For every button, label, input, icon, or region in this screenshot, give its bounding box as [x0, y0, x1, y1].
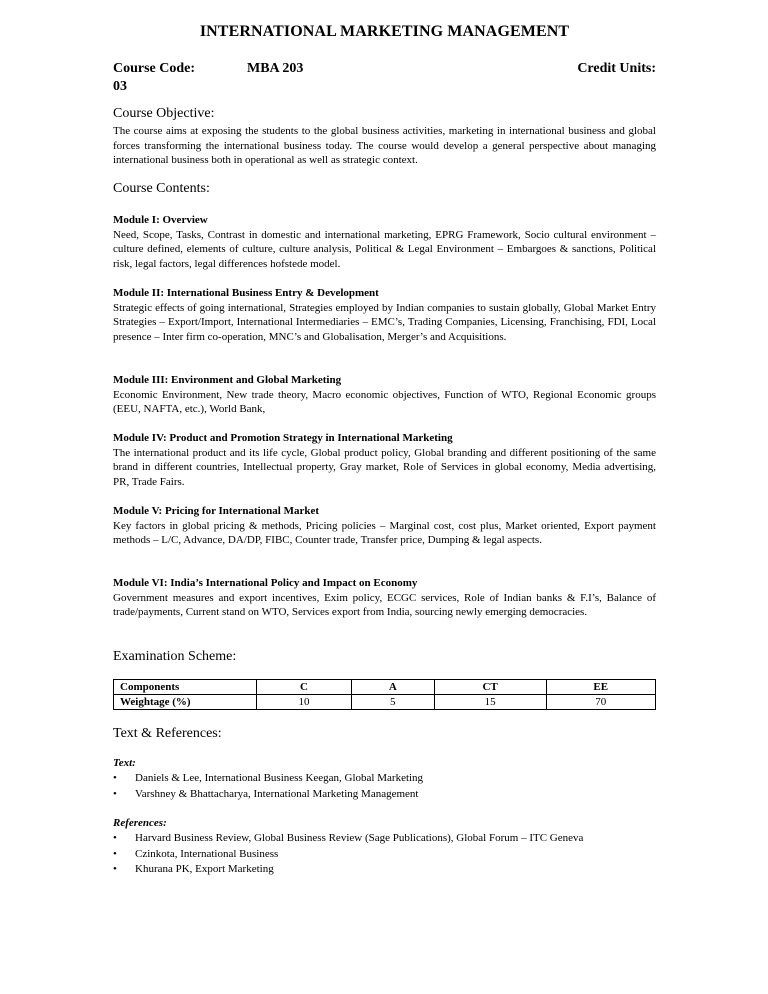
- module-title: Module III: Environment and Global Marketing: [113, 374, 342, 386]
- references-heading: Text & References:: [113, 726, 222, 741]
- bullet-icon: •: [113, 832, 117, 844]
- bullet-icon: •: [113, 772, 117, 784]
- module-title: Module VI: India’s International Policy and Impact on Economy: [113, 577, 418, 589]
- objective-heading: Course Objective:: [113, 106, 215, 121]
- table-header-cell: Components: [114, 680, 257, 695]
- module-title: Module I: Overview: [113, 214, 208, 226]
- credit-units-label: Credit Units:: [577, 61, 656, 76]
- table-cell: 10: [257, 695, 352, 710]
- module-text: Economic Environment, New trade theory, Macro economic objectives, Function of WTO, Regional Economic groups (EEU, NAFTA, etc.), World Bank,: [113, 388, 656, 416]
- bullet-icon: •: [113, 787, 117, 800]
- contents-heading: Course Contents:: [113, 181, 210, 196]
- table-row: [114, 680, 656, 695]
- bullet-icon: •: [113, 863, 117, 875]
- table-row-label: Weightage (%): [114, 695, 257, 710]
- objective-text: The course aims at exposing the students to the global business activities, marketing in international business and global forces transforming the international business today. The course would develop a general perspective about managing international business both in operational as well as strategic context.: [113, 125, 656, 167]
- list-item-text: Daniels & Lee, International Business Keegan, Global Marketing: [135, 772, 424, 784]
- bullet-icon: •: [113, 847, 117, 860]
- module-2: [113, 286, 656, 344]
- course-code-label: Course Code:: [113, 61, 196, 76]
- list-item: [113, 787, 423, 803]
- list-item: [113, 771, 423, 787]
- module-5: [113, 504, 656, 548]
- list-item-text: Khurana PK, Export Marketing: [135, 863, 274, 875]
- list-item: [113, 862, 583, 878]
- module-title: Module V: Pricing for International Market: [113, 505, 320, 517]
- table-header-cell: A: [351, 680, 434, 695]
- table-header-cell: EE: [546, 680, 656, 695]
- list-item: [113, 847, 583, 863]
- list-item-text: Varshney & Bhattacharya, International Marketing Management: [135, 787, 419, 800]
- list-item-text: Harvard Business Review, Global Business Review (Sage Publications), Global Forum – ITC Geneva: [135, 832, 584, 844]
- module-text: The international product and its life cycle, Global product policy, Global branding and different positioning of the same brand in different countries, Intellectual property, Gray market, Role of Services in global economy, Media advertising, PR, Trade Fairs.: [113, 446, 656, 488]
- exam-table: [113, 679, 656, 710]
- exam-heading: Examination Scheme:: [113, 649, 237, 664]
- module-text: Key factors in global pricing & methods, Pricing policies – Marginal cost, cost plus, Market oriented, Export payment methods – L/C, Advance, DA/DP, FIBC, Counter trade, Transfer price, Dumping & legal aspects.: [113, 519, 656, 547]
- module-6: [113, 576, 656, 620]
- table-header-cell: CT: [434, 680, 546, 695]
- module-4: [113, 431, 656, 489]
- module-text: Government measures and export incentives, Exim policy, ECGC services, Role of Indian banks & F.I’s, Balance of trade/payments, Current stand on WTO, Services export from India, sourcing newly emerging democracies.: [113, 591, 656, 619]
- list-item: [113, 831, 583, 847]
- module-3: [113, 373, 656, 417]
- module-title: Module IV: Product and Promotion Strategy in International Marketing: [113, 432, 453, 444]
- list-item-text: Czinkota, International Business: [135, 847, 279, 860]
- module-text: Need, Scope, Tasks, Contrast in domestic and international marketing, EPRG Framework, Socio cultural environment – culture defined, elements of culture, culture analysis, Political & Legal Environment – Embargoes & sanctions, Political risk, legal factors, legal differences hofstede model.: [113, 228, 656, 270]
- text-list: [113, 771, 423, 802]
- table-cell: 5: [351, 695, 434, 710]
- credit-units-value: 03: [113, 79, 127, 94]
- module-text: Strategic effects of going international, Strategies employed by Indian companies to sustain globally, Global Market Entry Strategies – Export/Import, International Intermediaries – EMC’s, Trading Companies, Licensing, Franchising, FDI, Local presence – Inter firm co-operation, MNC’s and Globalisation, Merger’s and Acquisitions.: [113, 301, 656, 343]
- table-cell: 70: [546, 695, 656, 710]
- references-list: [113, 831, 583, 878]
- table-cell: 15: [434, 695, 546, 710]
- page-title: INTERNATIONAL MARKETING MANAGEMENT: [199, 23, 570, 40]
- module-title: Module II: International Business Entry & Development: [113, 287, 379, 299]
- table-header-cell: C: [257, 680, 352, 695]
- text-label: Text:: [113, 757, 136, 769]
- table-row: [114, 695, 656, 710]
- references-label: References:: [113, 817, 167, 829]
- module-1: [113, 213, 656, 271]
- course-code-value: MBA 203: [247, 61, 304, 76]
